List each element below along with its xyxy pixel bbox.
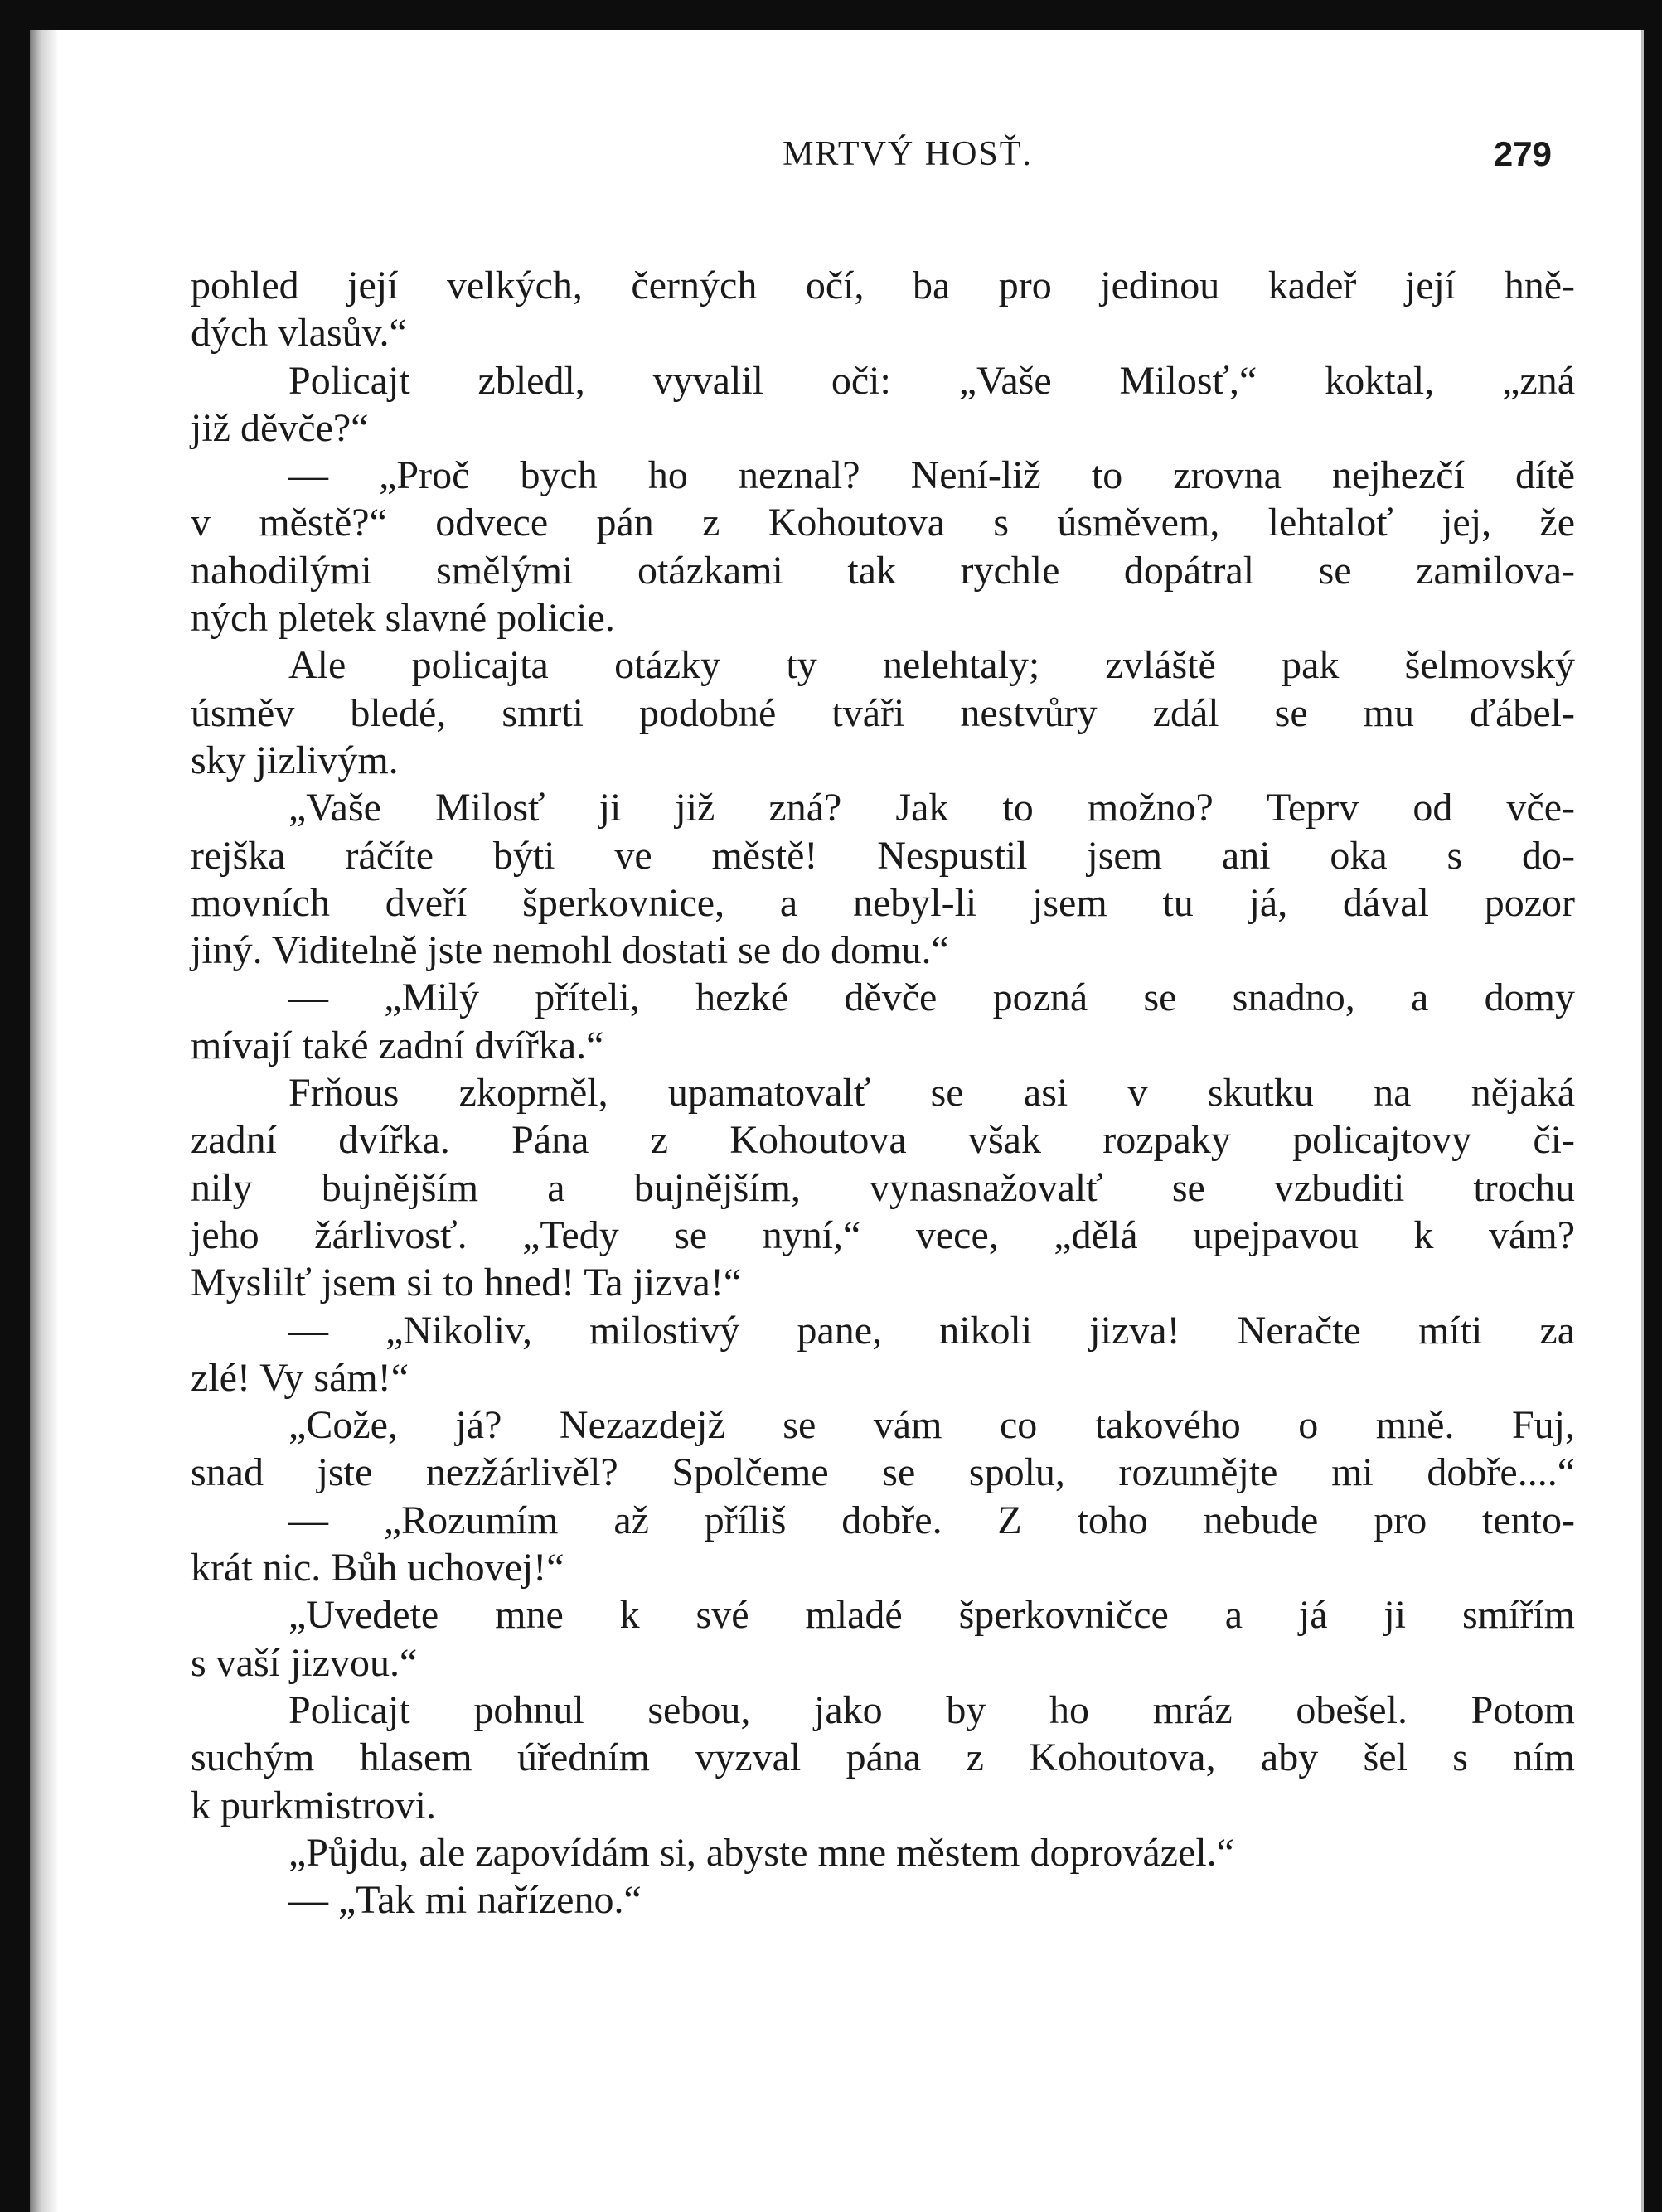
page-number: 279 xyxy=(1493,134,1552,173)
text-line: „Vaše Milosť ji již zná? Jak to možno? Teprv od vče- xyxy=(288,786,1575,830)
text-line: v městě?“ odvece pán z Kohoutova s úsměvem, lehtaloť jej, že xyxy=(191,501,1575,545)
text-line: mívají také zadní dvířka.“ xyxy=(191,1023,604,1067)
text-line: úsměv bledé, smrti podobné tváři nestvůry zdál se mu ďábel- xyxy=(191,690,1575,735)
text-line: movních dveří šperkovnice, a nebyl-li jsem tu já, dával pozor xyxy=(191,880,1575,925)
gutter-shadow xyxy=(30,30,58,2212)
text-line: — „Milý příteli, hezké děvče pozná se snadno, a domy xyxy=(288,975,1575,1020)
text-line: zadní dvířka. Pána z Kohoutova však rozpaky policajtovy či- xyxy=(191,1118,1575,1163)
scan-border-left xyxy=(0,0,30,2212)
text-line: snad jste nezžárlivěl? Spolčeme se spolu, rozumějte mi dobře....“ xyxy=(191,1450,1575,1495)
scan-border-right xyxy=(1644,0,1662,2212)
text-line: — „Rozumím až příliš dobře. Z toho nebude pro tento- xyxy=(288,1498,1575,1542)
text-line: jeho žárlivosť. „Tedy se nyní,“ vece, „dělá upejpavou k vám? xyxy=(191,1212,1575,1257)
text-line: dých vlasův.“ xyxy=(191,311,407,356)
text-line: — „Proč bych ho neznal? Není-liž to zrovna nejhezčí dítě xyxy=(288,453,1575,498)
text-line: zlé! Vy sám!“ xyxy=(191,1355,409,1400)
text-line: nily bujnějším a bujnějším, vynasnažovalť se vzbuditi trochu xyxy=(191,1165,1575,1210)
text-line: Policajt pohnul sebou, jako by ho mráz obešel. Potom xyxy=(288,1687,1575,1732)
book-page xyxy=(58,30,1641,2212)
text-line: Myslilť jsem si to hned! Ta jizva!“ xyxy=(191,1261,742,1305)
text-line: jiný. Viditelně jste nemohl dostati se do domu.“ xyxy=(191,928,949,973)
page-header xyxy=(58,134,1641,184)
text-line: již děvče?“ xyxy=(191,405,369,450)
text-line: — „Nikoliv, milostivý pane, nikoli jizva! Neračte míti za xyxy=(288,1308,1575,1353)
text-line: pohled její velkých, černých očí, ba pro jedinou kadeř její hně- xyxy=(191,264,1575,307)
text-line: „Cože, já? Nezazdejž se vám co takového o mně. Fuj, xyxy=(288,1403,1575,1448)
text-line: — „Tak mi nařízeno.“ xyxy=(288,1878,642,1923)
text-line: ných pletek slavné policie. xyxy=(191,596,615,641)
text-line: Frňous zkoprněl, upamatovalť se asi v skutku na nějaká xyxy=(288,1071,1575,1116)
text-line: rejška ráčíte býti ve městě! Nespustil jsem ani oka s do- xyxy=(191,833,1575,878)
text-line: krát nic. Bůh uchovej!“ xyxy=(191,1546,564,1590)
body-text xyxy=(191,262,1575,1924)
text-line: suchým hlasem úředním vyzval pána z Kohoutova, aby šel s ním xyxy=(191,1735,1575,1780)
text-line: sky jizlivým. xyxy=(191,738,399,782)
text-line: Ale policajta otázky ty nelehtaly; zvláště pak šelmovský xyxy=(288,643,1575,688)
running-title: MRTVÝ HOSŤ. xyxy=(783,135,1033,173)
text-line: s vaší jizvou.“ xyxy=(191,1640,418,1685)
text-line: Policajt zbledl, vyvalil oči: „Vaše Milosť,“ koktal, „zná xyxy=(288,358,1575,403)
scan-edge-right xyxy=(1641,30,1644,2212)
text-line: k purkmistrovi. xyxy=(191,1783,436,1827)
scan-border-top xyxy=(0,0,1662,30)
text-line: nahodilými smělými otázkami tak rychle dopátral se zamilova- xyxy=(191,548,1575,593)
text-line: „Uvedete mne k své mladé šperkovničce a já ji smířím xyxy=(288,1593,1575,1638)
text-line: „Půjdu, ale zapovídám si, abyste mne městem doprovázel.“ xyxy=(288,1830,1234,1875)
